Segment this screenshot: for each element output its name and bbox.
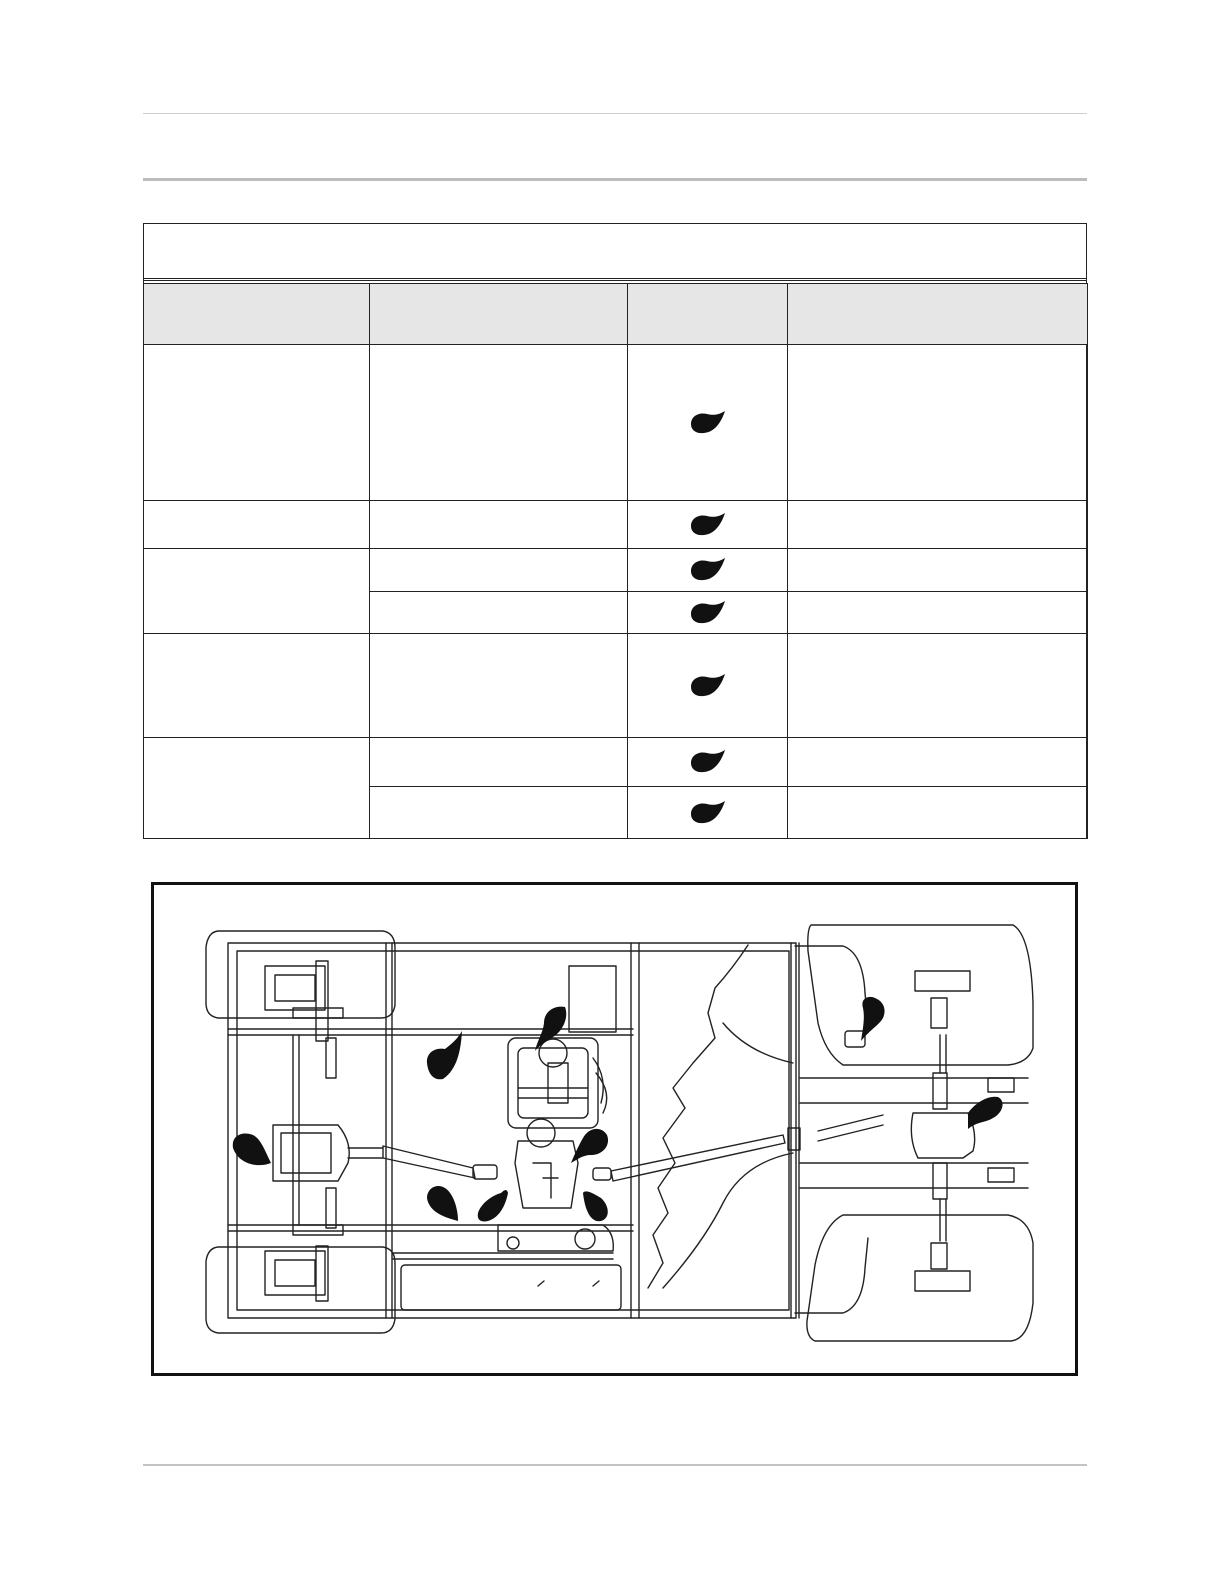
oil-drop-icon [968, 1097, 1003, 1129]
oil-drop-icon [689, 801, 727, 825]
item-cell [144, 634, 370, 738]
oil-drop-icon [689, 674, 727, 698]
lube-cell [370, 501, 628, 549]
table-row [144, 345, 1088, 501]
interval-cell [628, 501, 788, 549]
lube-cell [370, 549, 628, 592]
table-row [144, 501, 1088, 549]
item-cell [144, 345, 370, 501]
lube-cell [370, 634, 628, 738]
item-cell [144, 501, 370, 549]
interval-cell [628, 634, 788, 738]
table-row [144, 738, 1088, 787]
header-rule [143, 113, 1087, 114]
oil-drop-icon [689, 558, 727, 582]
oil-drop-icon [535, 1007, 566, 1051]
oil-drop-icon [427, 1186, 458, 1221]
oil-drop-icon [427, 1031, 462, 1079]
oil-drop-icon [689, 513, 727, 537]
notes-cell [788, 549, 1088, 592]
notes-cell [788, 501, 1088, 549]
notes-cell [788, 738, 1088, 787]
notes-cell [788, 592, 1088, 634]
callout-layer [154, 885, 1075, 1373]
item-cell [144, 738, 370, 839]
table-row [144, 634, 1088, 738]
lube-cell [370, 787, 628, 839]
oil-drop-icon [571, 1129, 608, 1163]
oil-drop-icon [861, 997, 885, 1041]
oil-drop-icon [233, 1134, 271, 1166]
lubrication-table [143, 223, 1087, 839]
lubrication-grid [143, 283, 1088, 839]
interval-cell [628, 549, 788, 592]
notes-cell [788, 634, 1088, 738]
table-title-divider [144, 278, 1086, 281]
column-header [144, 284, 370, 345]
item-cell [144, 549, 370, 634]
oil-drop-icon [583, 1191, 608, 1221]
interval-cell [628, 592, 788, 634]
notes-cell [788, 345, 1088, 501]
table-header-row [144, 284, 1088, 345]
interval-cell [628, 787, 788, 839]
column-header [370, 284, 628, 345]
oil-drop-icon [689, 750, 727, 774]
lube-cell [370, 738, 628, 787]
oil-drop-icon [478, 1190, 508, 1221]
footer-rule [143, 1464, 1087, 1466]
notes-cell [788, 787, 1088, 839]
oil-drop-icon [689, 601, 727, 625]
lube-cell [370, 592, 628, 634]
oil-drop-icon [689, 411, 727, 435]
lubrication-locations-figure [151, 882, 1078, 1376]
interval-cell [628, 345, 788, 501]
table-row [144, 549, 1088, 592]
table-title [144, 224, 1086, 278]
column-header [628, 284, 788, 345]
lube-cell [370, 345, 628, 501]
column-header [788, 284, 1088, 345]
section-rule [143, 178, 1087, 181]
interval-cell [628, 738, 788, 787]
